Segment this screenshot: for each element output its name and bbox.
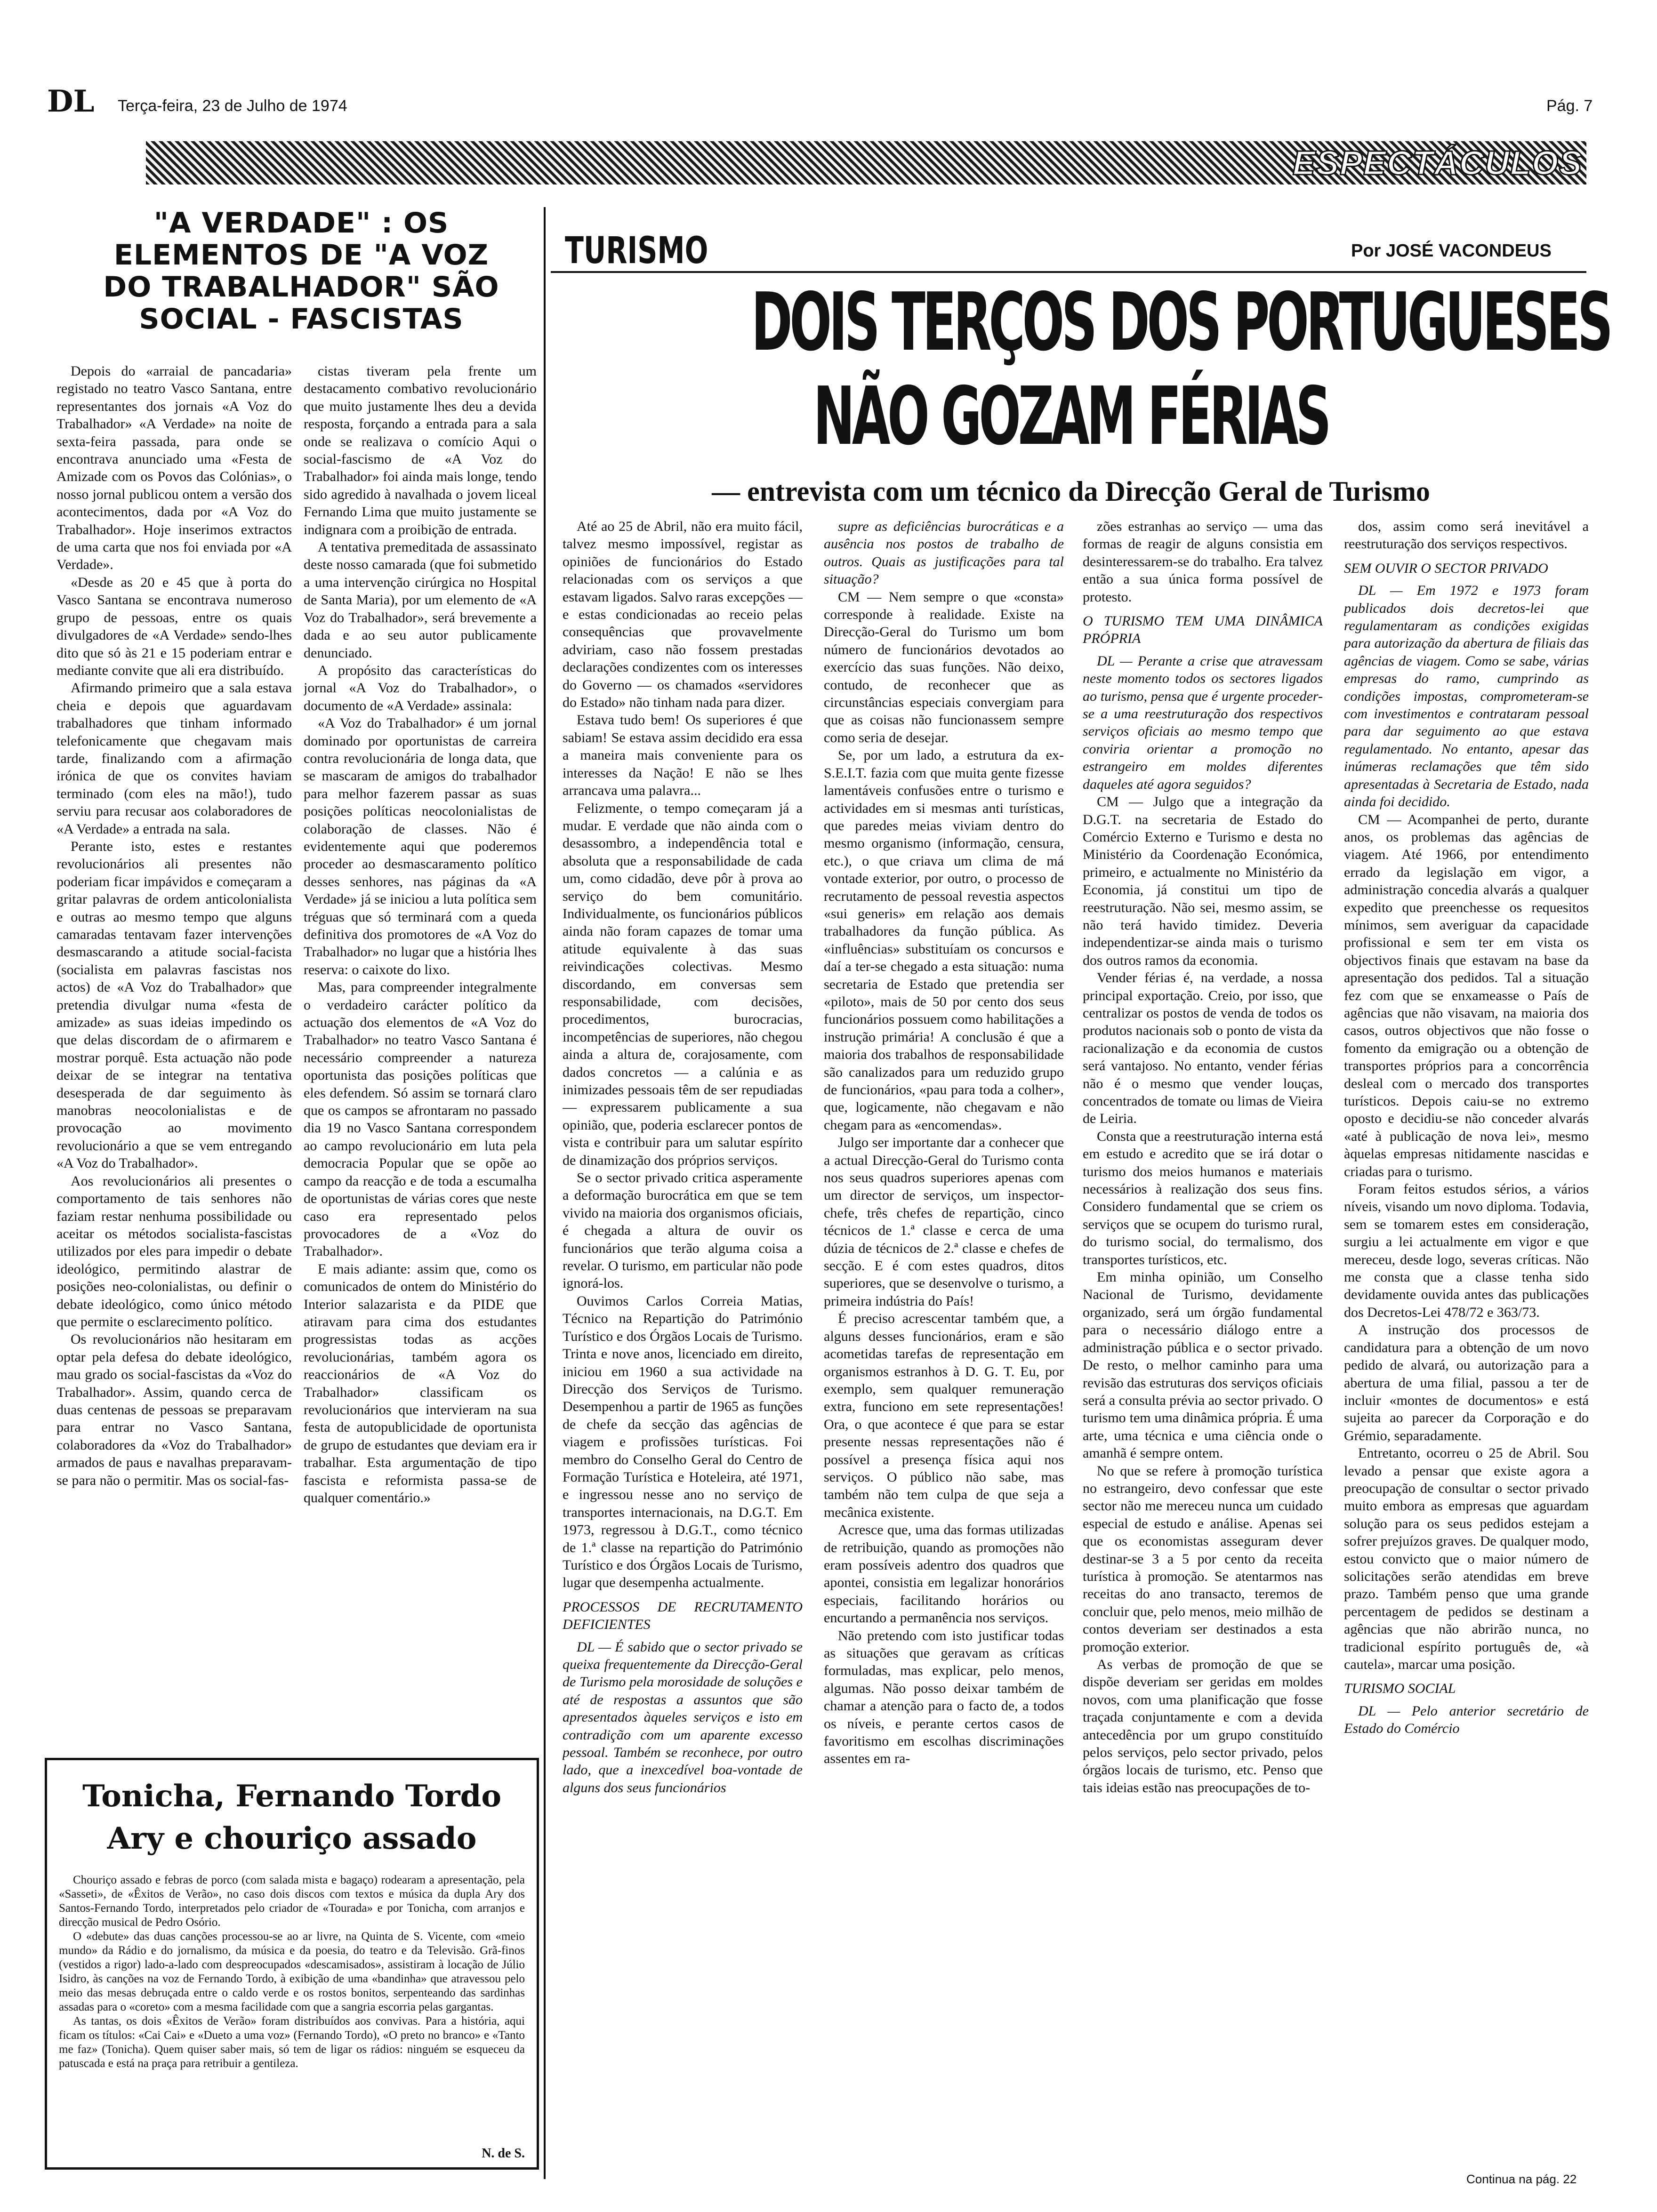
box-title-line-2: Ary e chouriço assado: [107, 1821, 477, 1856]
paragraph: Até ao 25 de Abril, não era muito fácil, talvez mesmo impossível, registar as opiniões de funcionários do Estado relacionadas com os serviços a que estavam ligados. Salvo raras excepções — e estas condicionadas ao receio pelas consequências que provavelmente adviriam, caso não fossem prestadas declarações condizentes com os interesses do Governo — os chamados «servidores do Estado» não tinham nada para dizer.: [563, 519, 803, 711]
paragraph: Perante isto, estes e restantes revolucionários ali presentes não poderiam ficar impávidos e começaram a gritar palavras de ordem anticolonialista e outras ao mesmo tempo que alguns camaradas tentavam fazer intervenções desmascarando a atitude social-facista (socialista em palavras fascistas nos actos) de «A Voz do Trabalhador» que pretendia divulgar numa «festa de amizade» as suas ideias impedindo os que delas discordam de o afirmarem e mostrar porquê. Esta actuação não pode deixar de se integrar na tentativa desesperada de dar seguimento às manobras neocolonialistas e de provocação ao movimento revolucionário a que se vem entregando «A Voz do Trabalhador».: [56, 838, 292, 1171]
main-article-col-3: [1083, 518, 1323, 2165]
paragraph: Os revolucionários não hesitaram em optar pela defesa do debate ideológico, mau grado os social-fascistas da «Voz do Trabalhador». Assim, quando cerca de duas centenas de pessoas se preparavam para entrar no Vasco Santana, colaboradores da «Voz do Trabalhador» armados de paus e navalhas preparavam-se para não o permitir. Mas os social-fas-: [56, 1331, 292, 1488]
left-article-col-2: [304, 362, 537, 1741]
paragraph: CM — Julgo que a integração da D.G.T. na secretaria de Estado do Comércio Externo e Turismo e desta no Ministério da Coordenação Económica, primeiro, e actualmente no Ministério da Economia, já constitui um tipo de reestruturação. Não sei, mesmo assim, se não terá havido timidez. Deveria independentizar-se ainda mais o turismo dos outros ramos da economia.: [1083, 794, 1323, 968]
paragraph: A instrução dos processos de candidatura para a obtenção de um novo pedido de alvará, ou autorização para a abertura de uma filial, passou a ter de incluir «montes de documentos» e está sujeita ao parecer da Corporação e do Grémio, separadamente.: [1344, 1322, 1589, 1443]
section-subheading: SEM OUVIR O SECTOR PRIVADO: [1344, 560, 1548, 576]
section-label: TURISMO: [565, 230, 708, 272]
main-subtitle: — entrevista com um técnico da Direcção Geral de Turismo: [712, 476, 1430, 507]
paragraph: As verbas de promoção de que se dispõe deveriam ser geridas em moldes novos, com uma planificação que fosse traçada conjuntamente e com a devida antecedência por um grupo constituído pelos serviços, pelo sector privado, pelos órgãos locais de turismo, etc. Penso que tais ideias estão nas preocupações de to-: [1083, 1657, 1323, 1795]
paragraph: E mais adiante: assim que, como os comunicados de ontem do Ministério do Interior salazarista e da PIDE que atiravam para cima dos estudantes progressistas todas as acções revolucionárias, também agora os reaccionários de «A Voz do Trabalhador» classificam os revolucionários que intervieram na sua festa de autopublicidade de oportunista de grupo de estudantes que deviam era ir trabalhar. Esta argumentação de tipo fascista e reformista passa-se de qualquer comentário.»: [304, 1261, 537, 1506]
paragraph: Se, por um lado, a estrutura da ex-S.E.I.T. fazia com que muita gente fizesse lamentáveis confusões entre o turismo e actividades em si mesmas anti turísticas, que paredes meias viviam dentro do mesmo organismo (informação, censura, etc.), o que criava um clima de má vontade exterior, por outro, o processo de recrutamento de pessoal revestia aspectos «sui generis» em relação aos demais trabalhadores da função pública. As «influências» substituíam os concursos e daí a ter-se chegado a esta situação: numa secretaria de Estado que pretendia ser «piloto», mais de 50 por cento dos seus funcionários possuem como habilitações a instrução primária! A conclusão é que a maioria dos trabalhos de responsabilidade são canalizados para um reduzido grupo de funcionários, «pau para toda a colher», que, logicamente, não chegavam e não chegam para as «encomendas».: [824, 747, 1064, 1133]
main-title-line-1: DOIS TERÇOS DOS PORTUGUESES: [751, 276, 1610, 369]
paragraph: Mas, para compreender integralmente o verdadeiro carácter político da actuação dos elementos de «A Voz do Trabalhador» no teatro Vasco Santana é necessário compreender a natureza oportunista das posições políticas que eles defendem. Só assim se tornará claro que os campos se afrontaram no passado dia 19 no Vasco Santana correspondem ao campo revolucionário em luta pela democracia Popular que se opõe ao campo da reacção e de toda a escumalha de oportunistas de várias cores que neste caso era representado pelos provocadores de a «Voz do Trabalhador».: [304, 979, 537, 1259]
interview-question: DL — Perante a crise que atravessam neste momento todos os sectores ligados ao turismo, pensa que é urgente proceder-se a uma reestruturação dos respectivos serviços oficiais ao mesmo tempo que conviria orientar a promoção no estrangeiro em moldes diferentes daqueles até agora seguidos?: [1083, 653, 1323, 792]
paragraph: CM — Acompanhei de perto, durante anos, os problemas das agências de viagem. Até 1966, por entendimento errado da legislação em vigor, a administração concedia alvarás a qualquer expedito que preenchesse os requesitos mínimos, sem averiguar da capacidade profissional e sem ter em vista os objectivos finais que estavam na base da apresentação dos pedidos. Tal a situação fez com que se enxameasse o País de agências que não visavam, na maioria dos casos, outros objectivos que não fosse o fomento da emigração ou a obtenção de transportes próprios para a concorrência desleal com o mercado dos transportes turísticos. Depois caiu-se no extremo oposto e decidiu-se não conceder alvarás «até à publicação de nova lei», mesmo àquelas empresas nitidamente nascidas e criadas para o turismo.: [1344, 811, 1589, 1179]
paragraph: Aos revolucionários ali presentes o comportamento de tais senhores não faziam restar nenhuma possibilidade ou aceitar os métodos socialista-fascistas utilizados por eles para impedir o debate ideológico, permitindo alastrar de posições neo-colonialistas, ou definir o debate ideológico, como único método que permite o esclarecimento político.: [56, 1173, 292, 1330]
main-title-line-2: NÃO GOZAM FÉRIAS: [813, 370, 1329, 463]
main-article-col-2: [824, 518, 1064, 2165]
section-subheading: PROCESSOS DE RECRUTAMENTO DEFICIENTES: [563, 1599, 803, 1633]
issue-date: Terça-feira, 23 de Julho de 1974: [118, 97, 347, 115]
paragraph: Depois do «arraial de pancadaria» registado no teatro Vasco Santana, entre representantes dos jornais «A Voz do Trabalhador» «A Verdade» na noite de sexta-feira passada, para onde se encontrava anunciado uma «Festa de Amizade com os Povos das Colónias», o nosso jornal publicou ontem a versão dos acontecimentos, dada por «A Voz do Trabalhador». Hoje inserimos extractos de uma carta que nos foi enviada por «A Verdade».: [56, 363, 292, 573]
paragraph: Felizmente, o tempo começaram já a mudar. E verdade que não ainda com o desassombro, a independência total e absoluta que a responsabilidade de cada um, como cidadão, deve pôr à prova ao serviço do bem comunitário. Individualmente, os funcionários públicos ainda não foram capazes de tomar uma atitude equivalente à das suas reivindicações colectivas. Mesmo discordando, em conversas sem responsabilidade, com decisões, procedimentos, burocracias, incompetências de superiores, não chegou ainda a altura de, corajosamente, com dados concretos — a calúnia e as inimizades pessoais têm de ser repudiadas — expressarem publicamente a sua opinião, que, poderia esclarecer pontos de vista e contribuir para um salutar espírito de dinamização dos próprios serviços.: [563, 800, 803, 1168]
paragraph: «Desde as 20 e 45 que à porta do Vasco Santana se encontrava numeroso grupo de pessoas, entre os quais divulgadores de «A Verdade» sendo-lhes dito que só às 21 e 15 poderiam entrar e mediante convite que ali era distribuído.: [56, 574, 292, 678]
newspaper-logo: DL: [47, 84, 95, 119]
paragraph: cistas tiveram pela frente um destacamento combativo revolucionário que muito justamente lhes deu a devida resposta, forçando a entrada para a sala onde se realizava o comício Aqui o social-fascismo de «A Voz do Trabalhador» foi ainda mais longe, tendo sido agredido à navalhada o jovem liceal Fernando Lima que muito justamente se indignara com a proibição de entrada.: [304, 363, 537, 537]
paragraph: Ouvimos Carlos Correia Matias, Técnico na Repartição do Património Turístico e dos Órgãos Locais de Turismo. Trinta e nove anos, licenciado em direito, iniciou em 1960 a sua actividade na Direcção dos Serviços de Turismo. Desempenhou a partir de 1965 as funções de chefe da secção das agências de viagem e profissões turísticas. Foi membro do Conselho Geral do Centro de Formação Turística e Hoteleira, até 1971, e ingressou nesse ano no serviço de transportes internacionais, na D.G.T. Em 1973, regressou à D.G.T., como técnico de 1.ª classe na repartição do Património Turístico e dos Órgãos Locais de Turismo, lugar que desempenha actualmente.: [563, 1293, 803, 1591]
paragraph: CM — Nem sempre o que «consta» corresponde à realidade. Existe na Direcção-Geral do Turismo um bom número de funcionários devotados ao exercício das suas funções. Não deixo, contudo, de reconhecer que as circunstâncias especiais convergiam para que as coisas não funcionassem sempre como seria de desejar.: [824, 589, 1064, 745]
section-band-label: ESPECTÁCULOS: [1292, 144, 1583, 182]
boxed-article: [45, 1758, 539, 2170]
paragraph: É preciso acrescentar também que, a alguns desses funcionários, eram e são acometidas tarefas de representação em organismos estranhos à D. G. T. Eu, por exemplo, sem qualquer remuneração extra, funciono em sete representações! Ora, o que acontece é que para se estar presente nessas representações não é possível a presença física aqui nos serviços. O público não sabe, mas também não tem culpa de que seja a mecânica existente.: [824, 1311, 1064, 1520]
paragraph: «A Voz do Trabalhador» é um jornal dominado por oportunistas de carreira contra revolucionária de longa data, que se mascaram de amigos do trabalhador para melhor fazerem passar as suas posições políticas neocolonialistas de colaboração de classes. Não é evidentemente aqui que poderemos proceder ao desmascaramento político desses senhores, nas páginas da «A Verdade» já se iniciou a luta política sem tréguas que só terminará com a queda definitiva dos promotores de «A Voz do Trabalhador» no lugar que a história lhes reserva: o caixote do lixo.: [304, 715, 537, 978]
paragraph: Vender férias é, na verdade, a nossa principal exportação. Creio, por isso, que centralizar os postos de venda de todos os produtos nacionais sob o ponto de vista da racionalização e da economia de custos será vantajoso. No entanto, vender férias não é o mesmo que vender louças, concentrados de tomate ou limas de Vieira de Leiria.: [1083, 970, 1323, 1127]
paragraph: Se o sector privado critica asperamente a deformação burocrática em que se tem vivido na maioria dos organismos oficiais, é chegada a altura de ouvir os funcionários que terão alguma coisa a revelar. O turismo, em particular não pode ignorá-los.: [563, 1170, 803, 1291]
box-body: [59, 1873, 525, 2144]
paragraph: Acresce que, uma das formas utilizadas de retribuição, quando as promoções não eram possíveis adentro dos quadros que apontei, consistia em legalizar honorários especiais, facilitando horários ou encurtando a permanência nos serviços.: [824, 1522, 1064, 1626]
main-article-col-4: [1344, 518, 1589, 2165]
box-title-line-1: Tonicha, Fernando Tordo: [82, 1779, 502, 1814]
paragraph: Estava tudo bem! Os superiores é que sabiam! Se estava assim decidido era essa a maneira mais conveniente para os interesses da Nação! E não se lhes arrancava uma palavra...: [563, 712, 803, 799]
paragraph: Foram feitos estudos sérios, a vários níveis, visando um novo diploma. Todavia, sem se tomarem estes em consideração, surgiu a lei actualmente em vigor e que mereceu, desde logo, severas críticas. Não me consta que a classe tenha sido devidamente ouvida antes das publicações dos Decretos-Lei 478/72 e 363/73.: [1344, 1181, 1589, 1320]
interview-question: DL — Em 1972 e 1973 foram publicados dois decretos-lei que regulamentaram as condições exigidas para autorização da abertura de filiais das agências de viagem. Como se sabe, várias empresas do ramo, cumprindo as condições impostas, comprometeram-se com investimentos e contrataram pessoal para dar seguimento ao que estava regulamentado. No entanto, apesar das inúmeras reclamações que têm sido apresentadas à Secretaria de Estado, nada ainda foi decidido.: [1344, 583, 1589, 810]
interview-question: supre as deficiências burocráticas e a ausência nos postos de trabalho de outros. Quais as justificações para tal situação?: [824, 519, 1064, 587]
paragraph: Entretanto, ocorreu o 25 de Abril. Sou levado a pensar que existe agora a preocupação de consultar o sector privado muito embora as empresas que aguardam solução para os seus pedidos estejam a sofrer prejuízos graves. De qualquer modo, estou convicto que o maior número de solicitações serão atendidas em breve prazo. Também penso que uma grande percentagem de pedidos se destinam a agências que não abrirão nunca, no tradicional espírito português de, «à cautela», marcar uma posição.: [1344, 1445, 1589, 1672]
page-number: Pág. 7: [1546, 97, 1593, 115]
paragraph: A propósito das características do jornal «A Voz do Trabalhador», o documento de «A Verdade» assinala:: [304, 662, 537, 713]
box-signature: N. de S.: [482, 2146, 525, 2161]
paragraph: dos, assim como será inevitável a reestruturação dos serviços respectivos.: [1344, 519, 1589, 552]
continued-note: Continua na pág. 22: [1466, 2172, 1577, 2186]
interview-question: DL — Pelo anterior secretário de Estado do Comércio: [1344, 1703, 1589, 1737]
paragraph: Julgo ser importante dar a conhecer que a actual Direcção-Geral do Turismo conta nos seus quadros superiores apenas com um director de serviços, um inspector-chefe, três chefes de repartição, cinco técnicos de 1.ª classe e cerca de uma dúzia de técnicos de 2.ª classe e chefes de secção. E é com estes quadros, ditos superiores, que se desenvolve o turismo, a primeira indústria do País!: [824, 1135, 1064, 1309]
vertical-divider: [544, 207, 546, 2179]
main-article-col-1: [563, 518, 803, 2165]
section-subheading: O TURISMO TEM UMA DINÂMICA PRÓPRIA: [1083, 613, 1323, 647]
paragraph: No que se refere à promoção turística no estrangeiro, devo confessar que este sector não me mereceu nunca um cuidado especial de estudo e análise. Apenas sei que os economistas asseguram dever destinar-se 3 a 5 por cento da receita turística à promoção. Se atentarmos nas receitas do ano transacto, teremos de concluir que, pelo menos, meio milhão de contos deveriam ser destinados a esta promoção exterior.: [1083, 1463, 1323, 1655]
left-headline: "A VERDADE" : OS ELEMENTOS DE "A VOZ DO TRABALHADOR" SÃO SOCIAL - FASCISTAS: [103, 207, 499, 336]
paragraph: O «debute» das duas canções processou-se ao ar livre, na Quinta de S. Vicente, com «meio mundo» da Rádio e do jornalismo, da música e da poesia, do teatro e da Televisão. Grã-finos (vestidos a rigor) lado-a-lado com despreocupados «descamisados», assistiram à locação de Júlio Isidro, às canções na voz de Fernando Tordo, à exibição de uma «bandinha» que atravessou pelo meio das mesas debruçada entre o caldo verde e os rostos bonitos, serpenteando das sardinhas assadas para o «coreto» com a mesma facilidade com que a sangria escorria pelas gargantas.: [59, 1930, 525, 2013]
interview-question: DL — É sabido que o sector privado se queixa frequentemente da Direcção-Geral de Turismo pela morosidade de soluções e até de respostas a assuntos que são apresentados àqueles serviços e isto em contradição com um aparente excesso pessoal. Também se reconhece, por outro lado, que a inexcedível boa-vontade de alguns dos seus funcionários: [563, 1639, 803, 1795]
section-band: [146, 141, 1586, 184]
paragraph: Em minha opinião, um Conselho Nacional de Turismo, devidamente organizado, será um órgão fundamental para o necessário diálogo entre a administração pública e o sector privado. De resto, o melhor caminho para uma revisão das estruturas dos serviços oficiais será a consulta prévia ao sector privado. O turismo tem uma dinâmica própria. É uma arte, uma técnica e uma ciência onde o amanhã é sempre ontem.: [1083, 1269, 1323, 1461]
paragraph: Chouriço assado e febras de porco (com salada mista e bagaço) rodearam a apresentação, pela «Sasseti», de «Êxitos de Verão», no caso dois discos com textos e música da dupla Ary dos Santos-Fernando Tordo, interpretados pelo criador de «Tourada» e por Tonicha, com arranjos e direcção musical de Pedro Osório.: [59, 1874, 525, 1929]
paragraph: Não pretendo com isto justificar todas as situações que geravam as críticas formuladas, mas explicar, pelo menos, algumas. Não posso deixar também de chamar a atenção para o facto de, a todos os níveis, e perante certos casos de favoritismo em escolhas discriminações assentes em ra-: [824, 1627, 1064, 1767]
byline: Por JOSÉ VACONDEUS: [1351, 241, 1552, 261]
section-subheading: TURISMO SOCIAL: [1344, 1681, 1456, 1697]
paragraph: zões estranhas ao serviço — uma das formas de reagir de alguns consistia em desinteressarem-se do trabalho. Era talvez então a sua única forma possível de protesto.: [1083, 519, 1323, 605]
paragraph: Afirmando primeiro que a sala estava cheia e depois que aguardavam trabalhadores que tinham informado telefonicamente que chegavam mais tarde, finalizando com a afirmação irónica de que os convites haviam terminado (com eles na mão!), tudo serviu para recusar aos colaboradores de «A Verdade» a entrada na sala.: [56, 680, 292, 837]
paragraph: Consta que a reestruturação interna está em estudo e acredito que se irá dotar o turismo dos meios humanos e materiais necessários à realização dos seus fins. Considero fundamental que se criem os serviços que se ocupem do turismo rural, do turismo social, do termalismo, dos transportes turísticos, etc.: [1083, 1128, 1323, 1267]
paragraph: A tentativa premeditada de assassinato deste nosso camarada (que foi submetido a uma intervenção cirúrgica no Hospital de Santa Maria), por um elemento de «A Voz do Trabalhador», será brevemente a dada e ao seu autor publicamente denunciado.: [304, 539, 537, 661]
left-article-col-1: [56, 362, 292, 1741]
paragraph: As tantas, os dois «Êxitos de Verão» foram distribuídos aos convivas. Para a história, aqui ficam os títulos: «Cai Cai» e «Dueto a uma voz» (Fernando Tordo), «O preto no branco» e «Tanto me faz» (Tonicha). Quem quiser saber mais, só tem de ligar os rádios: ninguém se esqueceu da patuscada e está na praça para retribuir a gentileza.: [59, 2015, 525, 2070]
